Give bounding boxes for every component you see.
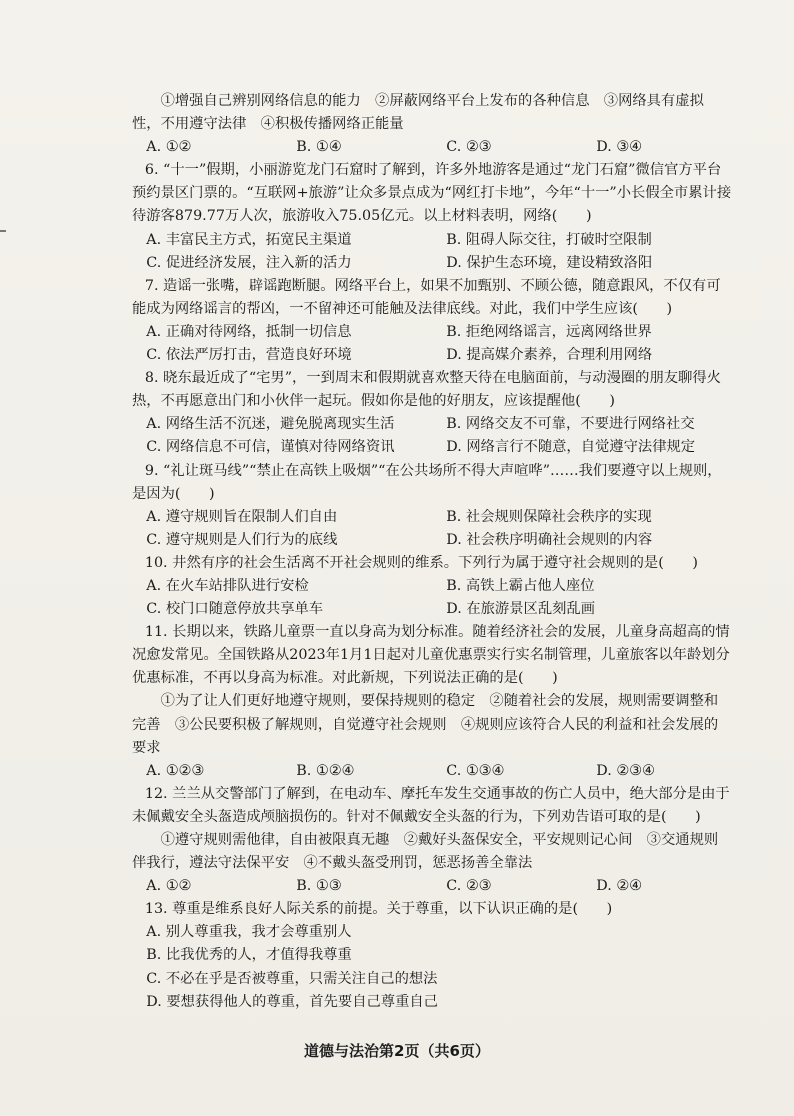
- answer-option: B. 比我优秀的人，才值得我尊重: [146, 947, 352, 964]
- answer-option: C. 依法严厉打击，营造良好环境: [146, 347, 352, 364]
- answer-options: [132, 136, 732, 159]
- answer-option: D. ③④: [596, 139, 642, 156]
- answer-option: C. 不必在乎是否被尊重，只需关注自己的想法: [146, 970, 438, 987]
- question-stem: 8. 晓东最近成了“宅男”，一到周末和假期就喜欢整天待在电脑面前，与动漫圈的朋友聊得火热，不再愿意出门和小伙伴一起玩。假如你是他的好朋友，应该提醒他( ): [132, 370, 721, 410]
- answer-option: A. 别人尊重我，我才会尊重别人: [146, 924, 352, 941]
- question-stem: 7. 造谣一张嘴，辟谣跑断腿。网络平台上，如果不加甄别、不顾公德，随意跟风，不仅有可能成为网络谣言的帮凶，一不留神还可能触及法律底线。对此，我们中学生应该( ): [132, 277, 721, 317]
- statement-list: ①为了让人们更好地遵守规则，要保持规则的稳定 ②随着社会的发展，规则需要调整和完善 ③公民要积极了解规则，自觉遵守社会规则 ④规则应该符合人民的利益和社会发展的要求: [132, 693, 719, 756]
- answer-option: B. ①③: [296, 878, 342, 895]
- answer-options: [132, 760, 732, 783]
- answer-options: [132, 321, 732, 367]
- answer-option: C. 网络信息不可信，谨慎对待网络资讯: [146, 439, 395, 456]
- statement-list: ①遵守规则需他律，自由被限真无趣 ②戴好头盔保安全，平安规则记心间 ③交通规则伴我行，遵法守法保平安 ④不戴头盔受刑罚，惩恶扬善全靠法: [132, 832, 719, 872]
- answer-option: A. ①②: [146, 139, 192, 156]
- answer-option: B. 网络交友不可靠，不要进行网络社交: [446, 416, 695, 433]
- question-stem: 6. “十一”假期，小丽游览龙门石窟时了解到，许多外地游客是通过“龙门石窟”微信官方平台预约景区门票的。“互联网+旅游”让众多景点成为“网红打卡地”，今年“十一”小长假全市累计接待游客879.77万人次，旅游收入75.05亿元。以上材料表明，网络( ): [132, 162, 732, 225]
- answer-option: D. ②③④: [596, 762, 655, 779]
- answer-option: D. 保护生态环境，建设精致洛阳: [446, 254, 653, 271]
- answer-option: B. ①②④: [296, 762, 355, 779]
- answer-option: C. ②③: [446, 139, 492, 156]
- answer-option: A. 遵守规则旨在限制人们自由: [146, 508, 338, 525]
- answer-options: [132, 413, 732, 459]
- answer-option: B. 高铁上霸占他人座位: [446, 577, 595, 594]
- answer-options: [132, 229, 732, 275]
- question-stem: 13. 尊重是维系良好人际关系的前提。关于尊重，以下认识正确的是( ): [144, 901, 613, 918]
- answer-option: C. 遵守规则是人们行为的底线: [146, 531, 338, 548]
- answer-option: D. 网络言行不随意，自觉遵守法律规定: [446, 439, 696, 456]
- answer-option: A. ①②③: [146, 762, 205, 779]
- question-content: [132, 90, 732, 1014]
- question-stem: 11. 长期以来，铁路儿童票一直以身高为划分标准。随着经济社会的发展，儿童身高超高的情况愈发常见。全国铁路从2023年1月1日起对儿童优惠票实行实名制管理，儿童旅客以年龄划分优惠标准，不再以身高为标准。对此新规，下列说法正确的是( ): [132, 624, 730, 687]
- answer-option: C. ①③④: [446, 762, 505, 779]
- answer-option: B. ①④: [296, 139, 342, 156]
- question-stem: 12. 兰兰从交警部门了解到，在电动车、摩托车发生交通事故的伤亡人员中，绝大部分是由于未佩戴安全头盔造成颅脑损伤的。针对不佩戴安全头盔的行为，下列劝告语可取的是( ): [132, 785, 730, 825]
- answer-option: A. 在火车站排队进行安检: [146, 577, 309, 594]
- answer-option: B. 社会规则保障社会秩序的实现: [446, 508, 652, 525]
- answer-option: D. 在旅游景区乱刻乱画: [446, 601, 596, 618]
- answer-option: D. 提高媒介素养，合理利用网络: [446, 347, 653, 364]
- answer-option: B. 阻碍人际交往，打破时空限制: [446, 231, 652, 248]
- question-stem: 9. “礼让斑马线”“禁止在高铁上吸烟”“在公共场所不得大声喧哗”……我们要遵守以上规则，是因为( ): [132, 462, 722, 502]
- answer-options: [132, 921, 732, 1013]
- answer-option: A. 网络生活不沉迷，避免脱离现实生活: [146, 416, 395, 433]
- answer-option: A. 正确对待网络，抵制一切信息: [146, 323, 352, 340]
- question-stem: 10. 井然有序的社会生活离不开社会规则的维系。下列行为属于遵守社会规则的是( ): [144, 554, 698, 571]
- statement-list: ①增强自己辨别网络信息的能力 ②屏蔽网络平台上发布的各种信息 ③网络具有虚拟性，不用遵守法律 ④积极传播网络正能量: [132, 93, 704, 133]
- page-edge-mark: [0, 230, 6, 232]
- answer-option: A. 丰富民主方式，拓宽民主渠道: [146, 231, 352, 248]
- answer-option: C. ②③: [446, 878, 492, 895]
- answer-options: [132, 575, 732, 621]
- answer-option: C. 校门口随意停放共享单车: [146, 601, 324, 618]
- answer-option: B. 拒绝网络谣言，远离网络世界: [446, 323, 652, 340]
- answer-option: D. 要想获得他人的尊重，首先要自己尊重自己: [146, 993, 438, 1010]
- answer-option: A. ①②: [146, 878, 192, 895]
- answer-option: D. 社会秩序明确社会规则的内容: [446, 531, 653, 548]
- answer-options: [132, 875, 732, 898]
- answer-option: D. ②④: [596, 878, 642, 895]
- answer-option: C. 促进经济发展，注入新的活力: [146, 254, 352, 271]
- answer-options: [132, 506, 732, 552]
- page-footer: 道德与法治第2页（共6页）: [304, 1042, 490, 1060]
